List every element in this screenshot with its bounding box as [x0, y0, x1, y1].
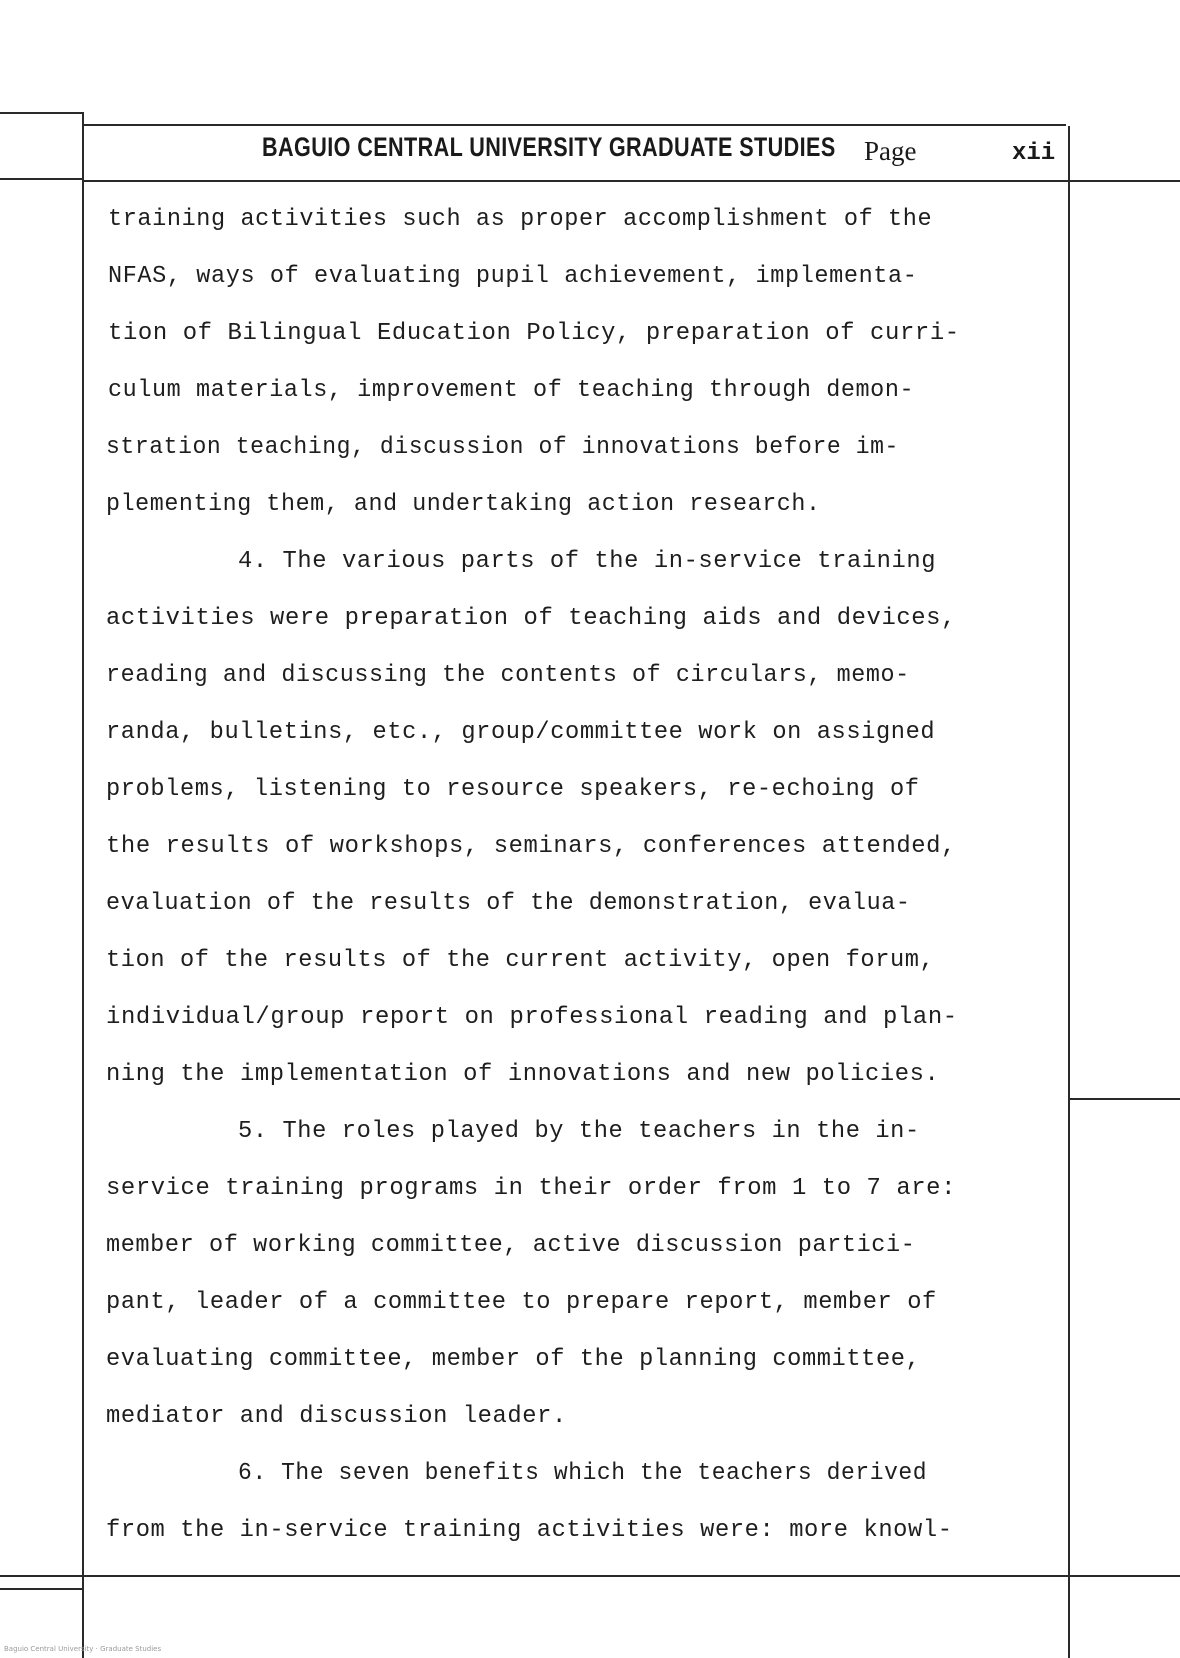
header-bottom-rule — [84, 180, 1070, 182]
body-line: from the in-service training activities were: more knowl- — [106, 1517, 953, 1544]
left-margin-rule — [82, 114, 84, 1658]
footer-note: Baguio Central University · Graduate Studies — [4, 1645, 162, 1653]
body-line: NFAS, ways of evaluating pupil achievement, implementa- — [108, 263, 918, 290]
body-line: 5. The roles played by the teachers in the in- — [238, 1118, 920, 1145]
right-margin-rule — [1068, 126, 1070, 1658]
body-line: individual/group report on professional reading and plan- — [106, 1004, 958, 1031]
right-margin-rule-top — [1070, 180, 1180, 182]
header-top-rule — [84, 124, 1066, 126]
body-line: evaluating committee, member of the planning committee, — [106, 1346, 921, 1373]
header-page-label: Page — [864, 136, 917, 166]
body-line: the results of workshops, seminars, conferences attended, — [106, 833, 957, 860]
body-line: plementing them, and undertaking action research. — [106, 491, 821, 518]
body-line: pant, leader of a committee to prepare report, member of — [106, 1289, 937, 1316]
body-line: member of working committee, active discussion partici- — [106, 1232, 916, 1259]
body-line: mediator and discussion leader. — [106, 1403, 567, 1430]
body-line: training activities such as proper accomplishment of the — [108, 206, 933, 233]
top-rule-left — [0, 112, 84, 114]
header-page-number: xii — [1012, 140, 1056, 167]
body-line: tion of the results of the current activity, open forum, — [106, 947, 935, 974]
bottom-rule-second — [0, 1588, 84, 1590]
right-margin-rule-middle — [1070, 1098, 1180, 1100]
left-margin-rule-top — [0, 178, 84, 180]
body-line: tion of Bilingual Education Policy, preparation of curri- — [108, 320, 960, 347]
body-line: service training programs in their order from 1 to 7 are: — [106, 1175, 957, 1202]
body-line: reading and discussing the contents of circulars, memo- — [106, 662, 910, 689]
body-line: activities were preparation of teaching aids and devices, — [106, 605, 957, 632]
body-line: evaluation of the results of the demonstration, evalua- — [106, 890, 911, 917]
body-line: problems, listening to resource speakers, re-echoing of — [106, 776, 920, 803]
bottom-rule — [0, 1575, 1180, 1577]
body-line: 4. The various parts of the in-service training — [238, 548, 937, 575]
body-line: stration teaching, discussion of innovations before im- — [106, 434, 899, 461]
body-line: ning the implementation of innovations and new policies. — [106, 1061, 940, 1088]
body-line: 6. The seven benefits which the teachers derived — [238, 1460, 928, 1487]
body-line: randa, bulletins, etc., group/committee work on assigned — [106, 719, 936, 746]
body-line: culum materials, improvement of teaching through demon- — [108, 377, 915, 404]
header-title: BAGUIO CENTRAL UNIVERSITY GRADUATE STUDIES — [262, 132, 836, 162]
